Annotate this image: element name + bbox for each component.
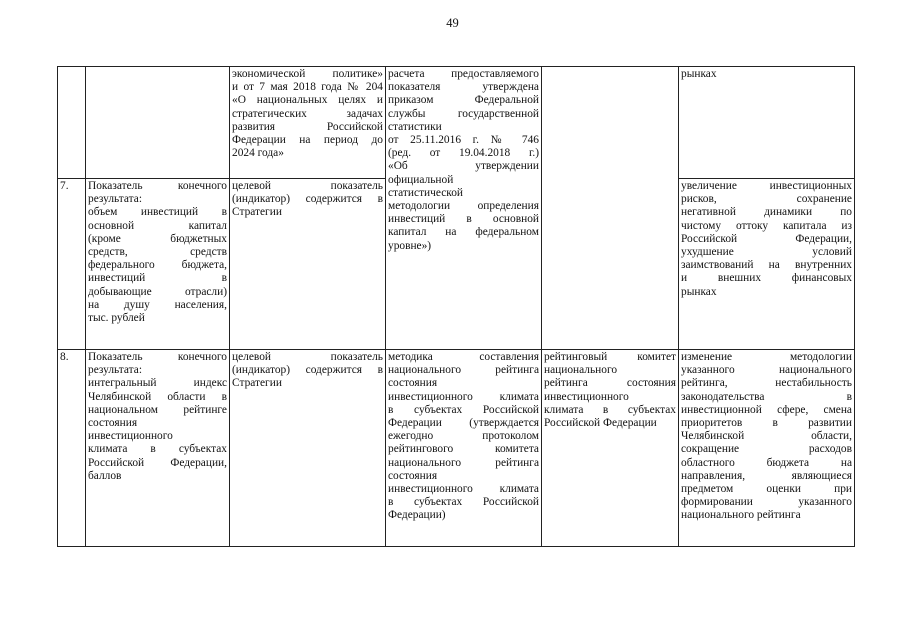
cell-text-line: областного бюджета на bbox=[681, 456, 852, 469]
cell-text-line: Стратегии bbox=[232, 377, 282, 390]
cell-text-line: состояния bbox=[388, 469, 438, 482]
cell-text-line: (индикатор) содержится в bbox=[232, 193, 383, 206]
cell-text-line: Челябинской области, bbox=[681, 430, 852, 443]
cell-text-line: от 25.11.2016 г. № 746 bbox=[388, 134, 539, 147]
cell-text-line: климата в субъектах bbox=[544, 403, 676, 416]
cell-text-line: (ред. от 19.04.2018 г.) bbox=[388, 147, 539, 160]
cell-text-line: ухудшение условий bbox=[681, 246, 852, 259]
cell-text-line: рейтинга, нестабильность bbox=[681, 377, 852, 390]
cell-text-line: Челябинской области в bbox=[88, 390, 227, 403]
cell-text-line: расчета предоставляемого bbox=[388, 68, 539, 80]
cell-text-line: предметом оценки при bbox=[681, 483, 852, 496]
row-number: 8. bbox=[58, 350, 86, 547]
cell-text-line: формировании указанного bbox=[681, 496, 852, 509]
cell-text-line: баллов bbox=[88, 469, 122, 482]
responsible-cell bbox=[542, 350, 679, 547]
method-cell bbox=[386, 350, 542, 547]
page-number: 49 bbox=[446, 16, 459, 30]
source-cell bbox=[230, 179, 386, 350]
cell-text-line: национального рейтинга bbox=[388, 456, 539, 469]
cell-text-line: службы государственной bbox=[388, 107, 539, 120]
cell-text-line: рейтинговый комитет bbox=[544, 351, 676, 363]
cell-text-line: приоритетов в развитии bbox=[681, 417, 852, 430]
cell-text-line: Федерации на период до bbox=[232, 134, 383, 147]
cell-text-line: (индикатор) содержится в bbox=[232, 364, 383, 377]
risks-cell bbox=[679, 350, 855, 547]
cell-text-line: инвестиционной сфере, смена bbox=[681, 403, 852, 416]
cell-text-line: «Об утверждении bbox=[388, 160, 539, 173]
responsible-cell bbox=[542, 67, 679, 350]
cell-text-line: добывающие отрасли) bbox=[88, 285, 227, 298]
cell-text-line: законодательства в bbox=[681, 390, 852, 403]
cell-text-line: инвестиционного bbox=[544, 390, 629, 403]
cell-text-line: инвестиционного климата bbox=[388, 390, 539, 403]
cell-text-line: объем инвестиций в bbox=[88, 206, 227, 219]
cell-text-line: приказом Федеральной bbox=[388, 94, 539, 107]
row-number bbox=[58, 67, 86, 179]
cell-text-line: Российской Федерации, bbox=[681, 232, 852, 245]
cell-text-line: инвестиционного климата bbox=[388, 483, 539, 496]
cell-text-line: капитал на федеральном bbox=[388, 226, 539, 239]
cell-text-line: и внешних финансовых bbox=[681, 272, 852, 285]
cell-text-line: методологии определения bbox=[388, 200, 539, 213]
cell-text-line: экономической политике» bbox=[232, 68, 383, 80]
cell-text-line: «О национальных целях и bbox=[232, 94, 383, 107]
cell-text-line: чистому оттоку капитала из bbox=[681, 219, 852, 232]
cell-text-line: климата в субъектах bbox=[88, 443, 227, 456]
cell-text-line: заимствований на внутренних bbox=[681, 259, 852, 272]
cell-text-line: Показатель конечного bbox=[88, 180, 227, 192]
source-cell bbox=[230, 67, 386, 179]
cell-text-line: целевой показатель bbox=[232, 180, 383, 192]
cell-text-line: национальном рейтинге bbox=[88, 403, 227, 416]
indicators-table bbox=[57, 66, 855, 547]
table-row bbox=[58, 350, 855, 547]
cell-text-line: развития Российской bbox=[232, 120, 383, 133]
cell-text-line: на душу населения, bbox=[88, 298, 227, 311]
cell-text-line: статистики bbox=[388, 120, 442, 133]
cell-text-line: направления, являющиеся bbox=[681, 469, 852, 482]
cell-text-line: 2024 года» bbox=[232, 147, 284, 160]
cell-text-line: изменение методологии bbox=[681, 351, 852, 363]
indicator-cell bbox=[86, 179, 230, 350]
cell-text-line: Российской Федерации bbox=[544, 417, 657, 430]
cell-text-line: рынках bbox=[681, 285, 717, 298]
cell-text-line: уровне») bbox=[388, 239, 432, 252]
cell-text-line: стратегических задачах bbox=[232, 107, 383, 120]
indicator-cell bbox=[86, 350, 230, 547]
method-cell bbox=[386, 67, 542, 350]
cell-text-line: состояния bbox=[388, 377, 438, 390]
cell-text-line: состояния bbox=[88, 417, 138, 430]
cell-text-line: инвестиций в bbox=[88, 272, 227, 285]
cell-text-line: целевой показатель bbox=[232, 351, 383, 363]
cell-text-line: федерального бюджета, bbox=[88, 259, 227, 272]
cell-text-line: в субъектах Российской bbox=[388, 403, 539, 416]
cell-text-line: Федерации (утверждается bbox=[388, 417, 539, 430]
cell-text-line: рейтингового комитета bbox=[388, 443, 539, 456]
cell-text-line: национального рейтинга bbox=[681, 509, 801, 522]
cell-text-line: ежегодно протоколом bbox=[388, 430, 539, 443]
cell-text-line: инвестиционного bbox=[88, 430, 173, 443]
risks-cell bbox=[679, 179, 855, 350]
cell-text-line: Стратегии bbox=[232, 206, 282, 219]
cell-text-line: тыс. рублей bbox=[88, 312, 145, 325]
row-number: 7. bbox=[58, 179, 86, 350]
cell-text-line: результата: bbox=[88, 193, 143, 206]
cell-text-line: средств, средств bbox=[88, 246, 227, 259]
cell-text-line: увеличение инвестиционных bbox=[681, 180, 852, 192]
cell-text-line: сокращение расходов bbox=[681, 443, 852, 456]
source-cell bbox=[230, 350, 386, 547]
cell-text-line: рисков, сохранение bbox=[681, 193, 852, 206]
cell-text-line: инвестиций в основной bbox=[388, 213, 539, 226]
cell-text-line: рынках bbox=[681, 68, 717, 80]
cell-text-line: показателя утверждена bbox=[388, 81, 539, 94]
cell-text-line: официальной bbox=[388, 173, 454, 186]
cell-text-line: результата: bbox=[88, 364, 143, 377]
cell-text-line: методика составления bbox=[388, 351, 539, 363]
cell-text-line: Показатель конечного bbox=[88, 351, 227, 363]
risks-cell bbox=[679, 67, 855, 179]
cell-text-line: статистической bbox=[388, 186, 464, 199]
table-row bbox=[58, 67, 855, 179]
cell-text-line: национального bbox=[544, 364, 618, 377]
cell-text-line: Российской Федерации, bbox=[88, 456, 227, 469]
cell-text-line: национального рейтинга bbox=[388, 364, 539, 377]
cell-text-line: негативной динамики по bbox=[681, 206, 852, 219]
cell-text-line: и от 7 мая 2018 года № 204 bbox=[232, 81, 383, 94]
cell-text-line: интегральный индекс bbox=[88, 377, 227, 390]
cell-text-line: Федерации) bbox=[388, 509, 446, 522]
cell-text-line: рейтинга состояния bbox=[544, 377, 676, 390]
cell-text-line: (кроме бюджетных bbox=[88, 232, 227, 245]
indicator-cell bbox=[86, 67, 230, 179]
cell-text-line: указанного национального bbox=[681, 364, 852, 377]
cell-text-line: основной капитал bbox=[88, 219, 227, 232]
cell-text-line: в субъектах Российской bbox=[388, 496, 539, 509]
